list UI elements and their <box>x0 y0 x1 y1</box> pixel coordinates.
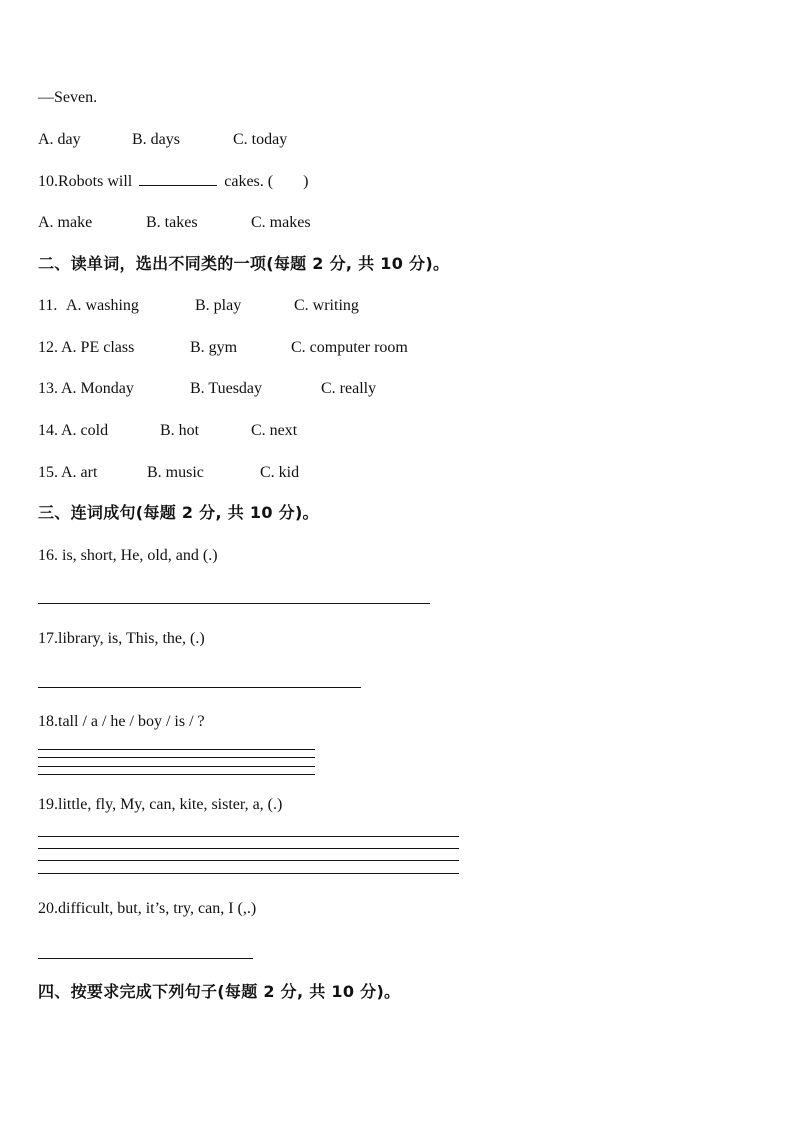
section3-heading: 三、连词成句(每题 2 分, 共 10 分)。 <box>38 503 319 522</box>
q10-option-a: A. make <box>38 214 93 231</box>
q10-option-c: C. makes <box>251 214 311 231</box>
q20-answer-line[interactable] <box>38 958 253 959</box>
q9-option-c: C. today <box>233 131 288 148</box>
q18-answer-line-1[interactable] <box>38 749 315 750</box>
q19-answer-line-2[interactable] <box>38 848 459 849</box>
q18-words: 18.tall / a / he / boy / is / ? <box>38 713 205 730</box>
q13-number: 13. <box>38 380 58 397</box>
q15-number: 15. <box>38 464 58 481</box>
q13-option-a: A. Monday <box>61 380 134 397</box>
q13-row <box>38 379 538 399</box>
q14-option-b: B. hot <box>160 422 200 439</box>
q15-option-b: B. music <box>147 464 204 481</box>
q18-answer-line-4[interactable] <box>38 774 315 775</box>
q18-answer-line-3[interactable] <box>38 766 315 767</box>
q11-row <box>38 296 538 316</box>
q9-option-b: B. days <box>132 131 180 148</box>
q19-answer-line-1[interactable] <box>38 836 459 837</box>
q10-option-b: B. takes <box>146 214 198 231</box>
q14-row <box>38 421 538 441</box>
q15-option-a: A. art <box>61 464 98 481</box>
q12-row <box>38 338 538 358</box>
q17-answer-line[interactable] <box>38 687 361 688</box>
q12-option-b: B. gym <box>190 339 238 356</box>
q12-number: 12. <box>38 339 58 356</box>
q13-option-b: B. Tuesday <box>190 380 263 397</box>
q17-words: 17.library, is, This, the, (.) <box>38 630 205 647</box>
q13-option-c: C. really <box>321 380 377 397</box>
q16-answer-line[interactable] <box>38 603 430 604</box>
q19-words: 19.little, fly, My, can, kite, sister, a, (.) <box>38 796 283 813</box>
q20-words: 20.difficult, but, it’s, try, can, I (,.) <box>38 900 257 917</box>
q11-option-a: A. washing <box>66 297 139 314</box>
q16-words: 16. is, short, He, old, and (.) <box>38 547 218 564</box>
q12-option-c: C. computer room <box>291 339 408 356</box>
q10-suffix: cakes. ( <box>224 173 274 190</box>
section2-heading: 二、读单词，选出不同类的一项(每题 2 分, 共 10 分)。 <box>38 254 450 273</box>
q19-answer-line-4[interactable] <box>38 873 459 874</box>
q15-row <box>38 463 538 483</box>
q12-option-a: A. PE class <box>61 339 135 356</box>
q10-stem <box>38 171 308 192</box>
q18-answer-line-2[interactable] <box>38 757 315 758</box>
q15-option-c: C. kid <box>260 464 300 481</box>
q10-blank[interactable] <box>139 171 217 186</box>
section4-heading: 四、按要求完成下列句子(每题 2 分, 共 10 分)。 <box>38 982 401 1001</box>
q10-close-paren: ) <box>303 173 309 190</box>
q10-options <box>38 213 438 233</box>
q9-options <box>38 130 438 150</box>
q14-option-a: A. cold <box>61 422 109 439</box>
q14-option-c: C. next <box>251 422 298 439</box>
q10-prefix: 10.Robots will <box>38 173 133 190</box>
q9-answer-line <box>38 88 97 108</box>
q11-option-b: B. play <box>195 297 242 314</box>
q9-answer: —Seven. <box>38 89 98 106</box>
q11-option-c: C. writing <box>294 297 359 314</box>
q9-option-a: A. day <box>38 131 81 148</box>
q14-number: 14. <box>38 422 58 439</box>
q11-number: 11. <box>38 297 58 314</box>
q19-answer-line-3[interactable] <box>38 860 459 861</box>
